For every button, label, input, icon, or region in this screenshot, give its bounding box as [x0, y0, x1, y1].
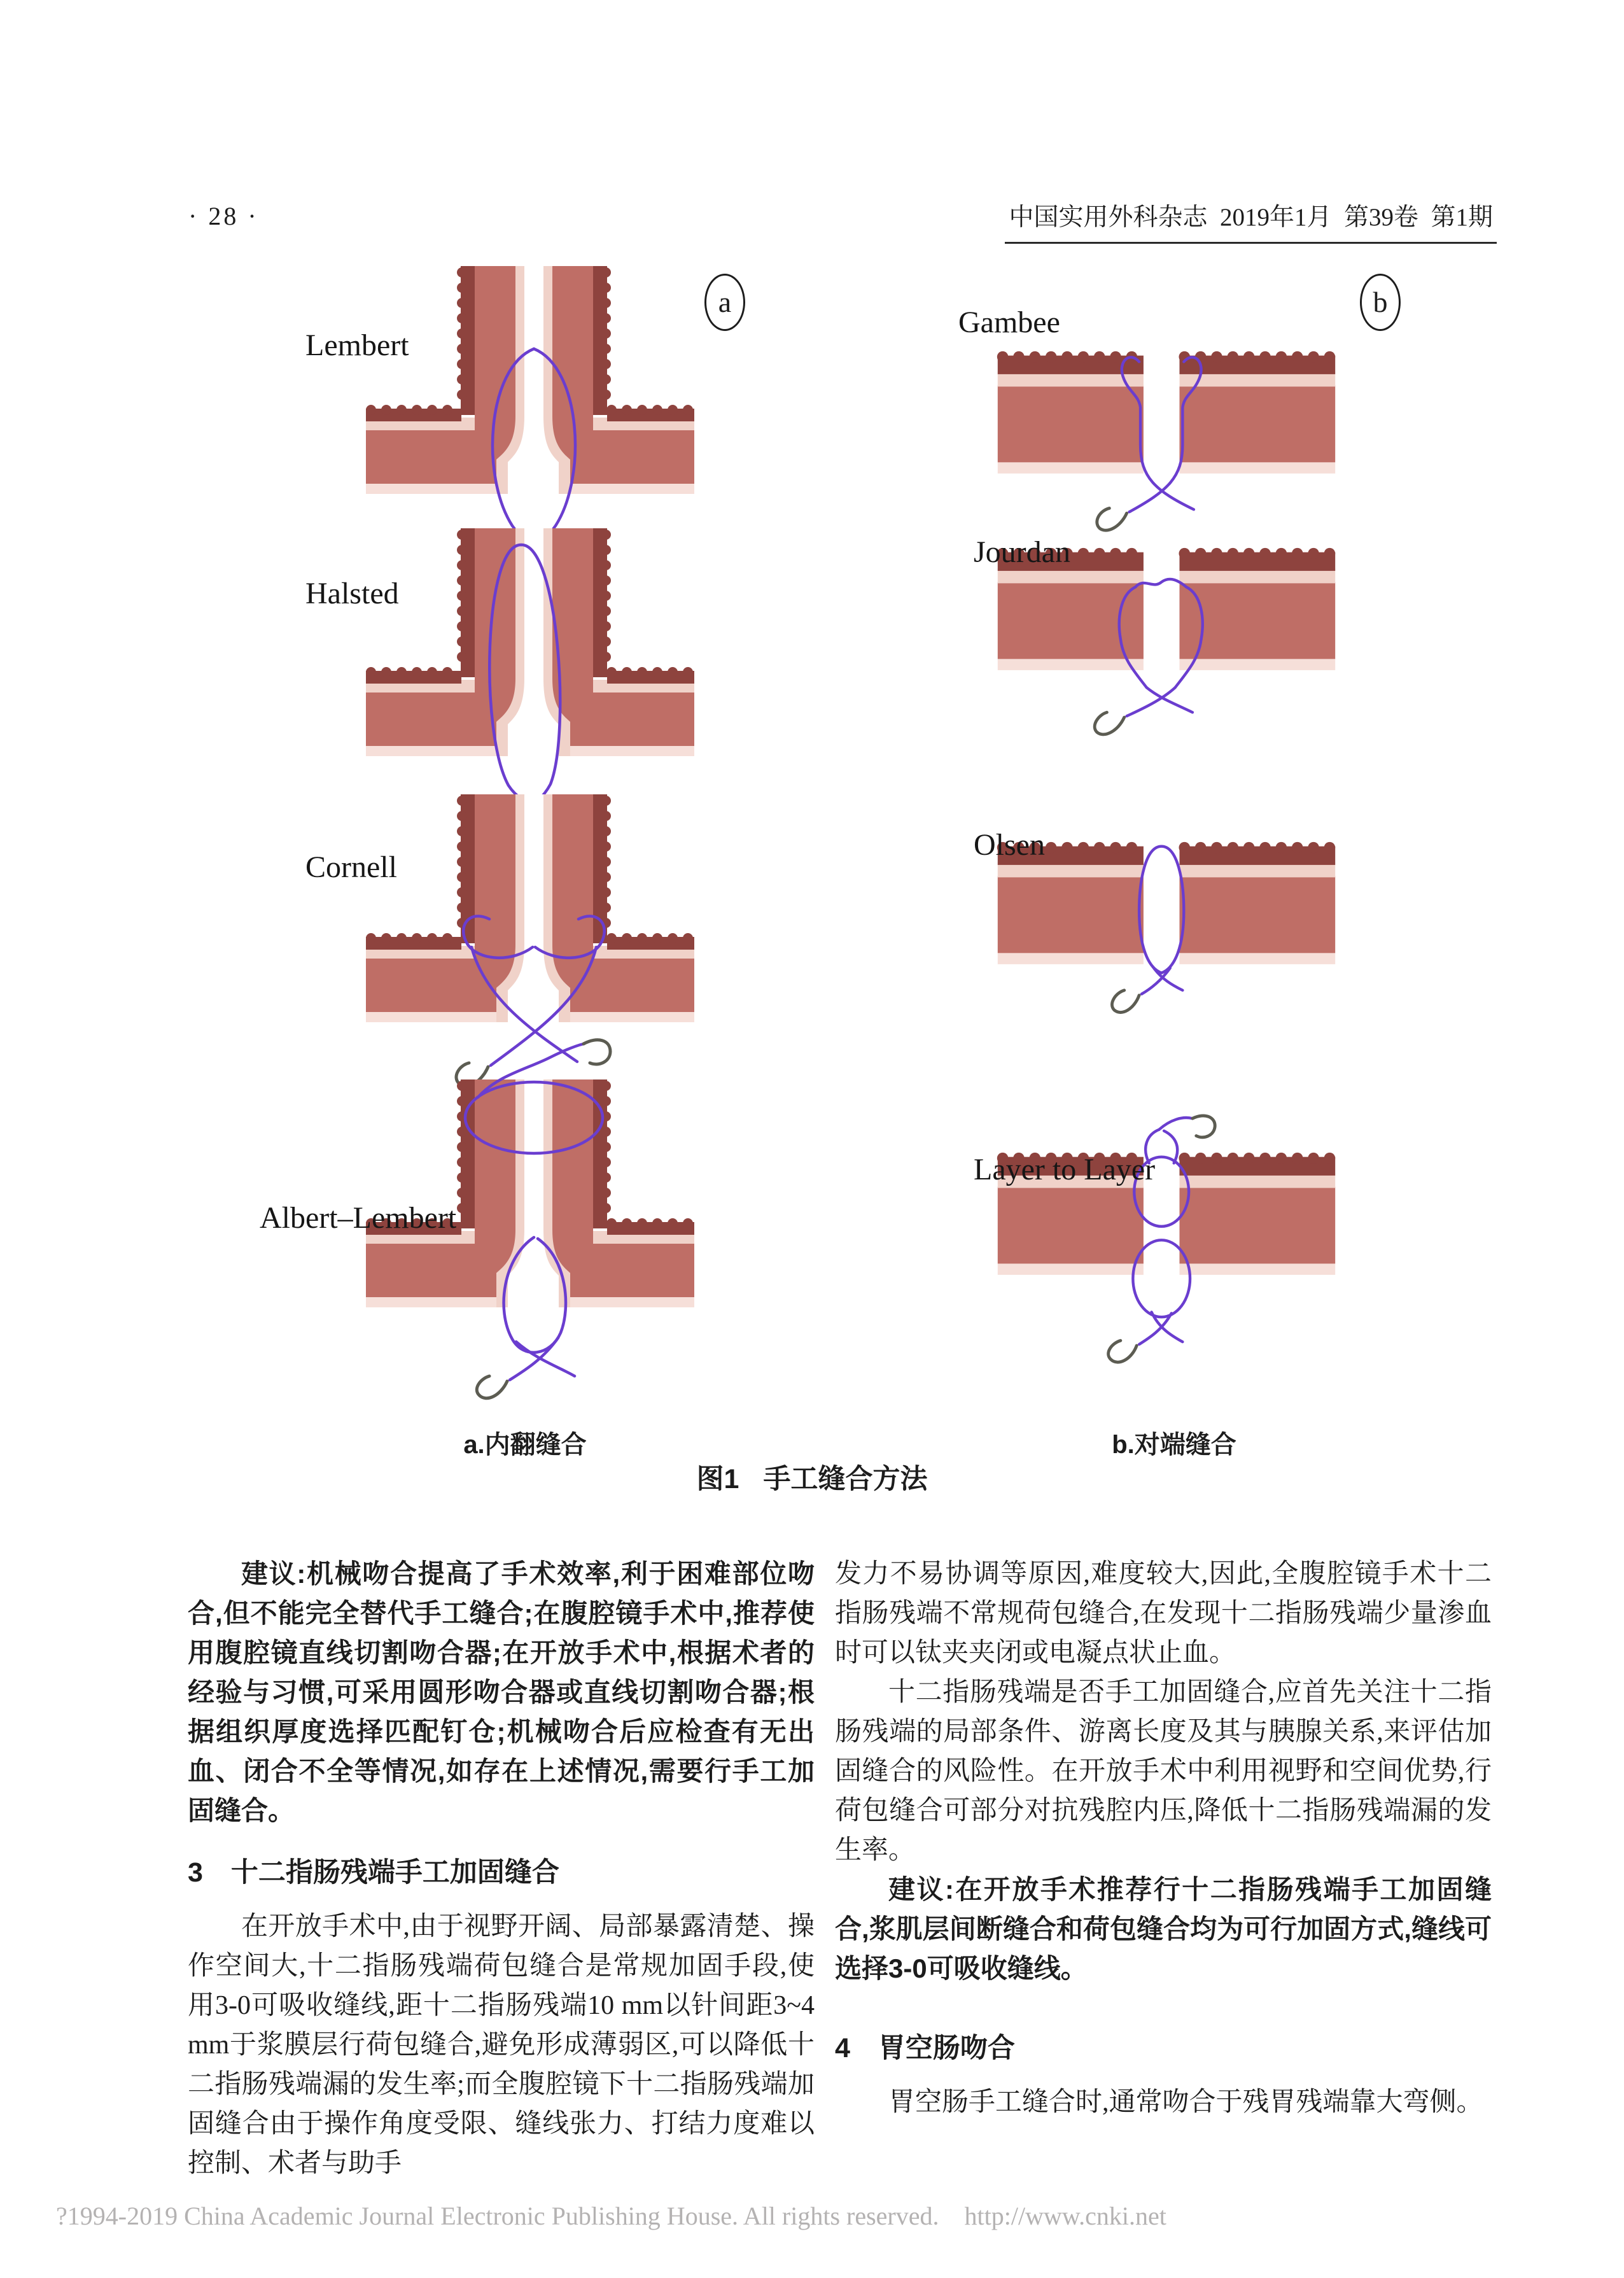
diagram-label-layer: Layer to Layer: [974, 1153, 1156, 1186]
body-paragraph: 在开放手术中,由于视野开阔、局部暴露清楚、操作空间大,十二指肠残端荷包缝合是常规加固手段,使用3-0可吸收缝线,距十二指肠残端10 mm以针间距3~4 mm于浆膜层行荷包缝合,避免形成薄弱区,可以降低十二指肠残端漏的发生率;而全腹腔镜下十二指肠残端加固缝合由于操作角度受限、缝线张力、打结力度难以控制、术者与助手: [188, 1912, 815, 2178]
section-heading-4: [835, 2029, 1492, 2067]
badge-a-letter: a: [718, 286, 732, 318]
figure-caption-number: 图1: [696, 1464, 739, 1494]
diagram-layer: [993, 1099, 1340, 1396]
recommendation-paragraph: 建议:机械吻合提高了手术效率,利于困难部位吻合,但不能完全替代手工缝合;在腹腔镜手术中,推荐使用腹腔镜直线切割吻合器;在开放手术中,根据术者的经验与习惯,可采用圆形吻合器或直线切割吻合器;根据组织厚度选择匹配钉仓;机械吻合后应检查有无出血、闭合不全等情况,如存在上述情况,需要行手工加固缝合。: [188, 1559, 815, 1825]
section-heading-3: [188, 1853, 815, 1892]
diagram-label-jourdan: Jourdan: [974, 535, 1070, 569]
text-column-left: [188, 1554, 815, 2183]
diagram-label-albert: Albert–Lembert: [260, 1201, 457, 1235]
diagram-jourdan: [993, 544, 1340, 792]
figure-caption: [0, 1458, 1624, 1496]
section-title: 胃空肠吻合: [878, 2033, 1015, 2064]
figure-badge-b: [1360, 274, 1401, 331]
diagram-label-olsen: Olsen: [974, 828, 1045, 862]
text-column-right: [835, 1554, 1492, 2122]
caption-b: b.对端缝合: [1112, 1431, 1236, 1459]
caption-a: a.内翻缝合: [463, 1431, 587, 1459]
diagram-olsen: [993, 838, 1340, 1086]
recommendation-paragraph: 建议:在开放手术推荐行十二指肠残端手工加固缝合,浆肌层间断缝合和荷包缝合均为可行加固方式,缝线可选择3-0可吸收缝线。: [835, 1874, 1492, 1983]
page-number: · 28 ·: [188, 202, 259, 230]
section-number: 3: [188, 1857, 203, 1888]
diagram-label-gambee: Gambee: [958, 306, 1060, 339]
body-paragraph: 发力不易协调等原因,难度较大,因此,全腹腔镜手术十二指肠残端不常规荷包缝合,在发现十二指肠残端少量渗血时可以钛夹夹闭或电凝点状止血。: [835, 1559, 1492, 1668]
section-title: 十二指肠残端手工加固缝合: [230, 1857, 559, 1888]
journal-header: 中国实用外科杂志 2019年1月 第39卷 第1期: [1005, 197, 1497, 244]
diagram-label-halsted: Halsted: [305, 577, 399, 610]
body-paragraph: 十二指肠残端是否手工加固缝合,应首先关注十二指肠残端的局部条件、游离长度及其与胰腺关系,来评估加固缝合的风险性。在开放手术中利用视野和空间优势,行荷包缝合可部分对抗残腔内压,降低十二指肠残端漏的发生率。: [835, 1678, 1492, 1865]
figure-caption-title: 手工缝合方法: [763, 1464, 928, 1494]
badge-b-letter: b: [1373, 286, 1388, 318]
diagram-label-lembert: Lembert: [305, 328, 409, 362]
copyright-footer: ?1994-2019 China Academic Journal Electronic Publishing House. All rights reserved. http://www.cnki.net: [56, 2202, 1166, 2230]
body-paragraph: 胃空肠手工缝合时,通常吻合于残胃残端靠大弯侧。: [888, 2088, 1483, 2117]
diagram-label-cornell: Cornell: [305, 850, 397, 884]
section-number: 4: [835, 2033, 850, 2064]
